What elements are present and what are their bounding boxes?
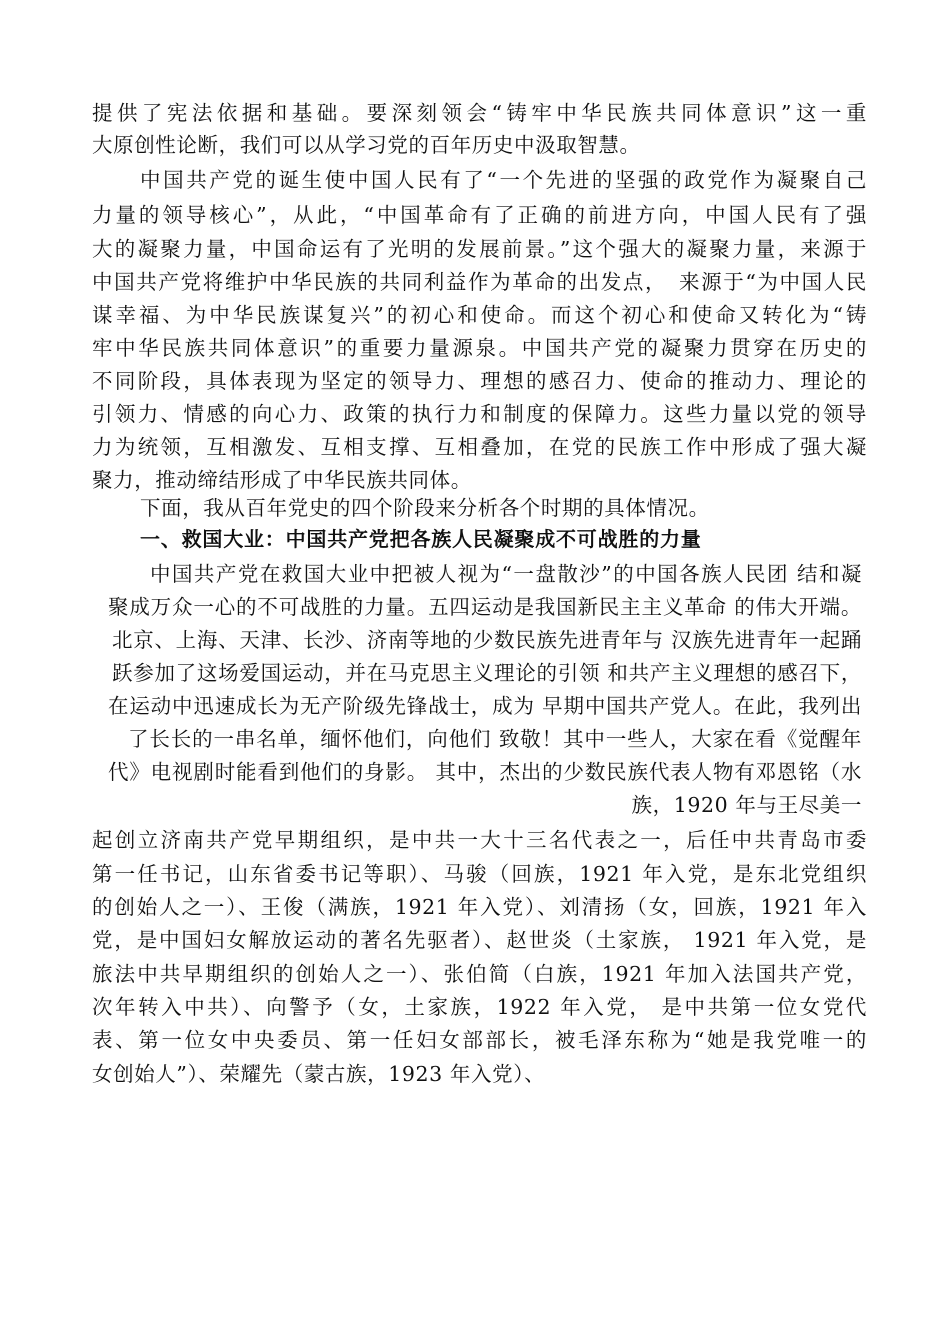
text-line: 引领力、情感的向心力、政策的执行力和制度的保障力。这些力量以党的领导 [92,402,867,426]
text-line: 不同阶段，具体表现为坚定的领导力、理想的感召力、使命的推动力、理论的 [92,369,867,393]
text-line: 在运动中迅速成长为无产阶级先锋战士，成为 早期中国共产党人。在此，我列出 [108,694,862,718]
text-line: 聚力，推动缔结形成了中华民族共同体。 [92,468,472,492]
text-line: 起创立济南共产党早期组织，是中共一大十三名代表之一，后任中共青岛市委 [92,828,867,852]
text-line: 第一任书记，山东省委书记等职）、马骏（回族，1921 年入党，是东北党组织 [92,862,867,886]
text-line: 女创始人”）、荣耀先（蒙古族，1923 年入党）、 [92,1062,546,1086]
text-line: 中国共产党在救国大业中把被人视为“一盘散沙”的中国各族人民团 结和凝 [150,562,862,586]
text-line: 大原创性论断，我们可以从学习党的百年历史中汲取智慧。 [92,133,641,157]
text-line: 力为统领，互相激发、互相支撑、互相叠加，在党的民族工作中形成了强大凝 [92,435,867,459]
text-line: 力量的领导核心”，从此，“中国革命有了正确的前进方向，中国人民有了强 [92,203,867,227]
text-line: 谋幸福、为中华民族谋复兴”的初心和使命。而这个初心和使命又转化为“铸 [92,303,867,327]
text-line: 表、第一位女中央委员、第一任妇女部部长，被毛泽东称为“她是我党唯一的 [92,1028,867,1052]
text-line: 大的凝聚力量，中国命运有了光明的发展前景。”这个强大的凝聚力量，来源于 [92,237,867,261]
text-line: 旅法中共早期组织的创始人之一）、张伯简（白族，1921 年加入法国共产党， [92,962,867,986]
text-line: 跃参加了这场爱国运动，并在马克思主义理论的引领 和共产主义理想的感召下， [112,661,862,685]
text-line: 党，是中国妇女解放运动的著名先驱者）、赵世炎（土家族， 1921 年入党，是 [92,928,867,952]
text-line: 的创始人之一）、王俊（满族，1921 年入党）、刘清扬（女，回族，1921 年入 [92,895,867,919]
text-line: 族，1920 年与王尽美一 [631,793,862,817]
text-line: 牢中华民族共同体意识”的重要力量源泉。中国共产党的凝聚力贯穿在历史的 [92,336,867,360]
text-line: 中国共产党的诞生使中国人民有了“一个先进的坚强的政党作为凝聚自己 [140,168,867,192]
text-line: 代》电视剧时能看到他们的身影。 其中，杰出的少数民族代表人物有邓恩铭（水 [108,760,862,784]
text-line: 中国共产党将维护中华民族的共同利益作为革命的出发点， 来源于“为中国人民 [92,270,867,294]
section-heading: 一、救国大业：中国共产党把各族人民凝聚成不可战胜的力量 [140,527,702,551]
text-line: 次年转入中共）、向警予（女，土家族，1922 年入党， 是中共第一位女党代 [92,995,867,1019]
text-line: 聚成万众一心的不可战胜的力量。五四运动是我国新民主主义革命 的伟大开端。 [108,595,862,619]
text-line: 下面，我从百年党史的四个阶段来分析各个时期的具体情况。 [140,496,710,520]
text-line: 提供了宪法依据和基础。要深刻领会“铸牢中华民族共同体意识”这一重 [92,101,867,125]
text-line: 了长长的一串名单，缅怀他们，向他们 致敬！其中一些人，大家在看《觉醒年 [128,727,862,751]
text-line: 北京、上海、天津、长沙、济南等地的少数民族先进青年与 汉族先进青年一起踊 [112,628,862,652]
